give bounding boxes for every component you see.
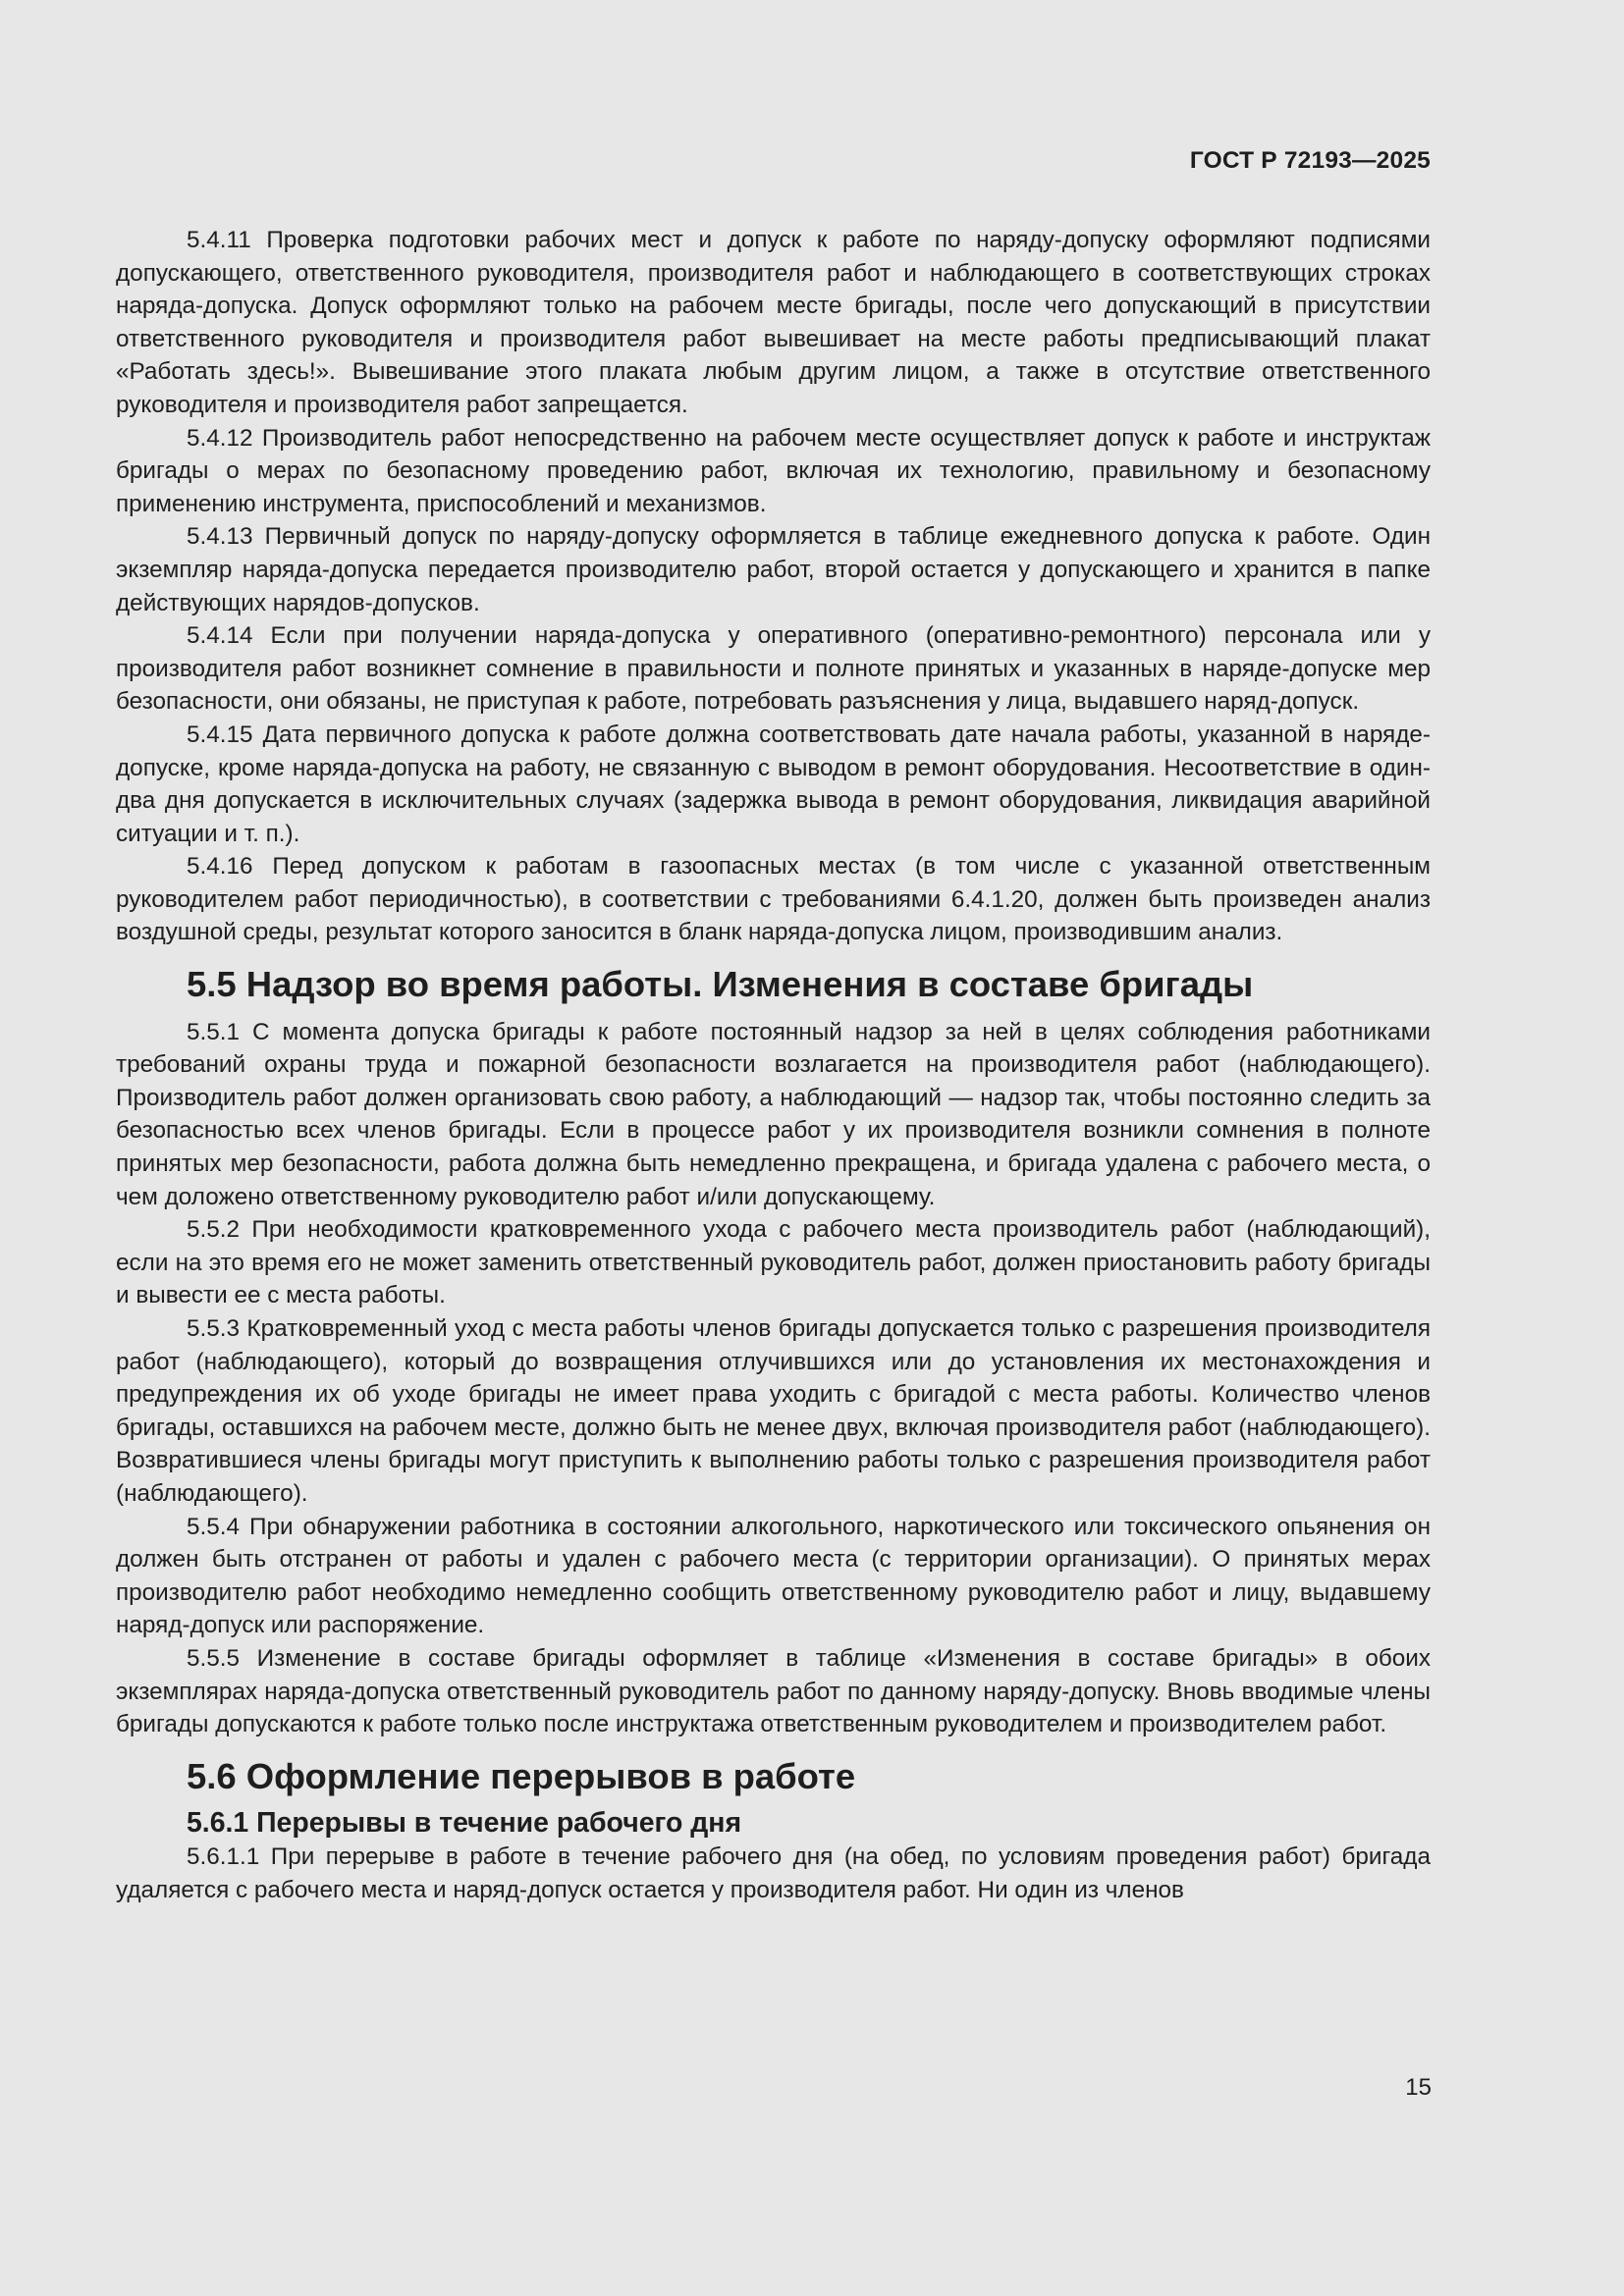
paragraph-5-4-16: 5.4.16 Перед допуском к работам в газоопасных местах (в том числе с указанной ответственным руководителем работ периодичностью), в соответствии с требованиями 6.4.1.20, должен быть произведен анализ воздушной среды, результат которого заносится в бланк наряда-допуска лицом, производившим анализ.: [116, 853, 1431, 946]
paragraph-5-6-1-1: 5.6.1.1 При перерыве в работе в течение рабочего дня (на обед, по условиям проведения работ) бригада удаляется с рабочего места и наряд-допуск остается у производителя работ. Ни один из членов: [116, 1842, 1431, 1903]
page-number: 15: [1405, 2074, 1432, 2101]
section-heading-5-5: 5.5 Надзор во время работы. Изменения в составе бригады: [187, 964, 1254, 1005]
paragraph-5-5-5: 5.5.5 Изменение в составе бригады оформляет в таблице «Изменения в составе бригады» в обоих экземплярах наряда-допуска ответственный руководитель работ по данному наряду-допуску. Вновь вводимые члены бригады допускаются к работе только после инструктажа ответственным руководителем и производителем работ.: [116, 1644, 1431, 1738]
paragraph-5-4-15: 5.4.15 Дата первичного допуска к работе должна соответствовать дате начала работы, указанной в наряде-допуске, кроме наряда-допуска на работу, не связанную с выводом в ремонт оборудования. Несоответствие в один-два дня допускается в исключительных случаях (задержка вывода в ремонт оборудования, ликвидация аварийной ситуации и т. п.).: [116, 721, 1431, 847]
paragraph-5-4-11: 5.4.11 Проверка подготовки рабочих мест и допуск к работе по наряду-допуску оформляют подписями допускающего, ответственного руководителя, производителя работ и наблюдающего в соответствующих строках наряда-допуска. Допуск оформляют только на рабочем месте бригады, после чего допускающий в присутствии ответственного руководителя и производителя работ вывешивает на месте работы предписывающий плакат «Работать здесь!». Вывешивание этого плаката любым другим лицом, а также в отсутствие ответственного руководителя и производителя работ запрещается.: [116, 227, 1431, 418]
paragraph-5-5-1: 5.5.1 С момента допуска бригады к работе постоянный надзор за ней в целях соблюдения работниками требований охраны труда и пожарной безопасности возлагается на производителя работ (наблюдающего). Производитель работ должен организовать свою работу, а наблюдающий — надзор так, чтобы постоянно следить за безопасностью всех членов бригады. Если в процессе работ у их производителя возникли сомнения в полноте принятых мер безопасности, работа должна быть немедленно прекращена, и бригада удалена с рабочего места, о чем доложено ответственному руководителю работ и/или допускающему.: [116, 1018, 1431, 1210]
paragraph-5-5-4: 5.5.4 При обнаружении работника в состоянии алкогольного, наркотического или токсического опьянения он должен быть отстранен от работы и удален с рабочего места (с территории организации). О принятых мерах производителю работ необходимо немедленно сообщить ответственному руководителю работ и лицу, выдавшему наряд-допуск или распоряжение.: [116, 1513, 1431, 1639]
subsection-heading-5-6-1: 5.6.1 Перерывы в течение рабочего дня: [187, 1807, 742, 1840]
document-body: [116, 224, 1431, 1906]
paragraph-5-4-13: 5.4.13 Первичный допуск по наряду-допуску оформляется в таблице ежедневного допуска к работе. Один экземпляр наряда-допуска передается производителю работ, второй остается у допускающего и хранится в папке действующих нарядов-допусков.: [116, 523, 1431, 616]
paragraph-5-5-2: 5.5.2 При необходимости кратковременного ухода с рабочего места производитель работ (наблюдающий), если на это время его не может заменить ответственный руководитель работ, должен приостановить работу бригады и вывести ее с места работы.: [116, 1216, 1431, 1309]
document-standard-id: ГОСТ Р 72193—2025: [1189, 147, 1431, 174]
paragraph-5-5-3: 5.5.3 Кратковременный уход с места работы членов бригады допускается только с разрешения производителя работ (наблюдающего), который до возвращения отлучившихся или до установления их местонахождения и предупреждения их об уходе бригады не имеет права уходить с бригадой с места работы. Количество членов бригады, оставшихся на рабочем месте, должно быть не менее двух, включая производителя работ (наблюдающего). Возвратившиеся члены бригады могут приступить к выполнению работы только с разрешения производителя работ (наблюдающего).: [116, 1315, 1431, 1507]
section-heading-5-6: 5.6 Оформление перерывов в работе: [187, 1755, 856, 1796]
paragraph-5-4-14: 5.4.14 Если при получении наряда-допуска у оперативного (оперативно-ремонтного) персонала или у производителя работ возникнет сомнение в правильности и полноте принятых и указанных в наряде-допуске мер безопасности, они обязаны, не приступая к работе, потребовать разъяснения у лица, выдавшего наряд-допуск.: [116, 622, 1431, 716]
paragraph-5-4-12: 5.4.12 Производитель работ непосредственно на рабочем месте осуществляет допуск к работе и инструктаж бригады о мерах по безопасному проведению работ, включая их технологию, правильному и безопасному применению инструмента, приспособлений и механизмов.: [116, 424, 1431, 517]
